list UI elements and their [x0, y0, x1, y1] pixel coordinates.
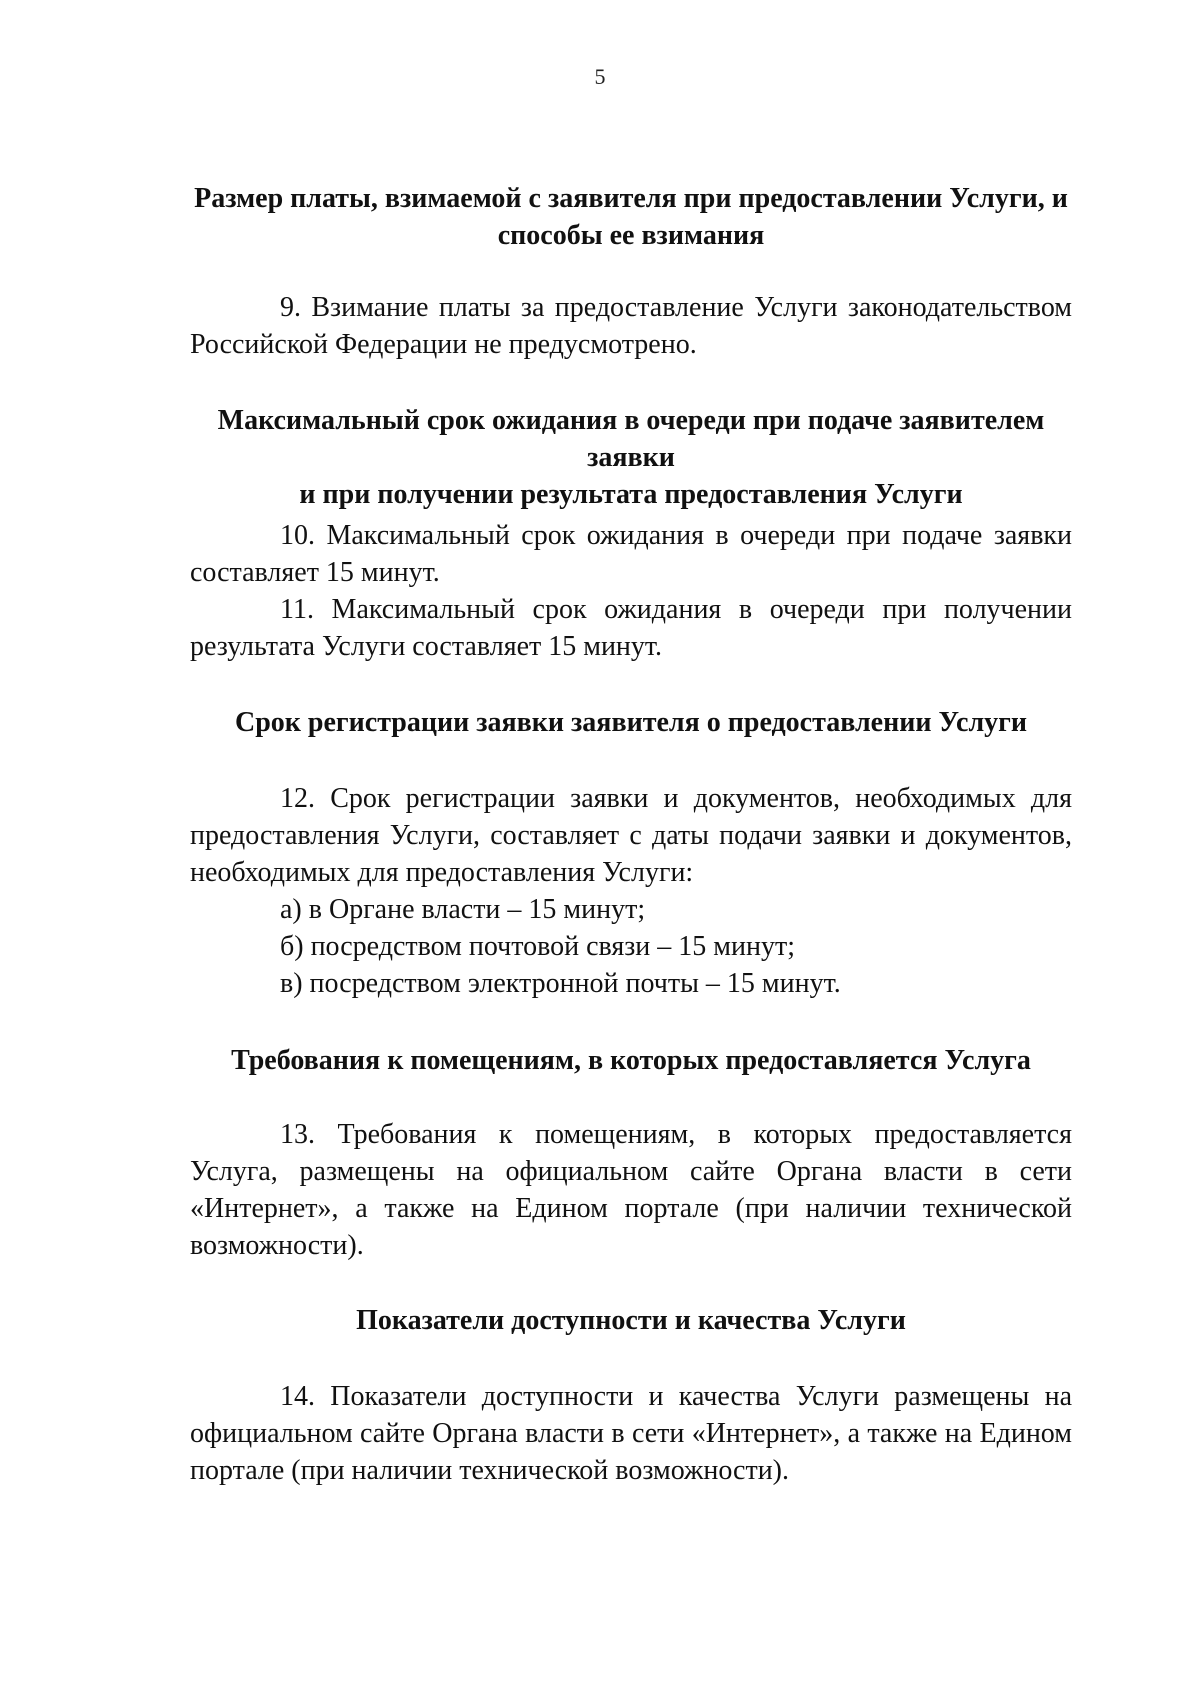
- heading-line: Срок регистрации заявки заявителя о предоставлении Услуги: [235, 707, 1027, 738]
- section-heading-queue: [190, 402, 1072, 513]
- paragraph-13: 13. Требования к помещениям, в которых предоставляется Услуга, размещены на официальном сайте Органа власти в сети «Интернет», а также на Едином портале (при наличии технической возможности).: [190, 1119, 1072, 1261]
- page-number: 5: [594, 64, 606, 89]
- heading-line: способы ее взимания: [497, 220, 765, 251]
- heading-line: Показатели доступности и качества Услуги: [356, 1305, 906, 1336]
- section-heading-quality: [190, 1302, 1072, 1339]
- paragraph-9: 9. Взимание платы за предоставление Услуги законодательством Российской Федерации не предусмотрено.: [190, 292, 1072, 360]
- list-item: б) посредством почтовой связи – 15 минут;: [280, 931, 795, 962]
- section-heading-premises: [190, 1042, 1072, 1079]
- heading-line: и при получении результата предоставления Услуги: [299, 479, 963, 510]
- list-item: в) посредством электронной почты – 15 минут.: [280, 968, 841, 999]
- heading-line: Максимальный срок ожидания в очереди при подаче заявителем заявки: [217, 405, 1045, 473]
- paragraph-11: 11. Максимальный срок ожидания в очереди при получении результата Услуги составляет 15 минут.: [190, 594, 1072, 662]
- paragraph-10: 10. Максимальный срок ожидания в очереди при подаче заявки составляет 15 минут.: [190, 520, 1072, 588]
- section-heading-registration: [190, 704, 1072, 741]
- paragraph-12-block: [190, 780, 1072, 1002]
- heading-line: Требования к помещениям, в которых предоставляется Услуга: [231, 1045, 1031, 1076]
- paragraph-13-block: [190, 1116, 1072, 1264]
- paragraph-9-block: [190, 289, 1072, 363]
- paragraph-14: 14. Показатели доступности и качества Услуги размещены на официальном сайте Органа власти в сети «Интернет», а также на Едином портале (при наличии технической возможности).: [190, 1381, 1072, 1486]
- paragraph-12: 12. Срок регистрации заявки и документов, необходимых для предоставления Услуги, составляет с даты подачи заявки и документов, необходимых для предоставления Услуги:: [190, 783, 1072, 888]
- paragraphs-10-11-block: [190, 517, 1072, 665]
- paragraph-14-block: [190, 1378, 1072, 1489]
- list-item: а) в Органе власти – 15 минут;: [280, 894, 646, 925]
- heading-line: Размер платы, взимаемой с заявителя при предоставлении Услуги, и: [194, 183, 1068, 214]
- section-heading-fee: [190, 180, 1072, 254]
